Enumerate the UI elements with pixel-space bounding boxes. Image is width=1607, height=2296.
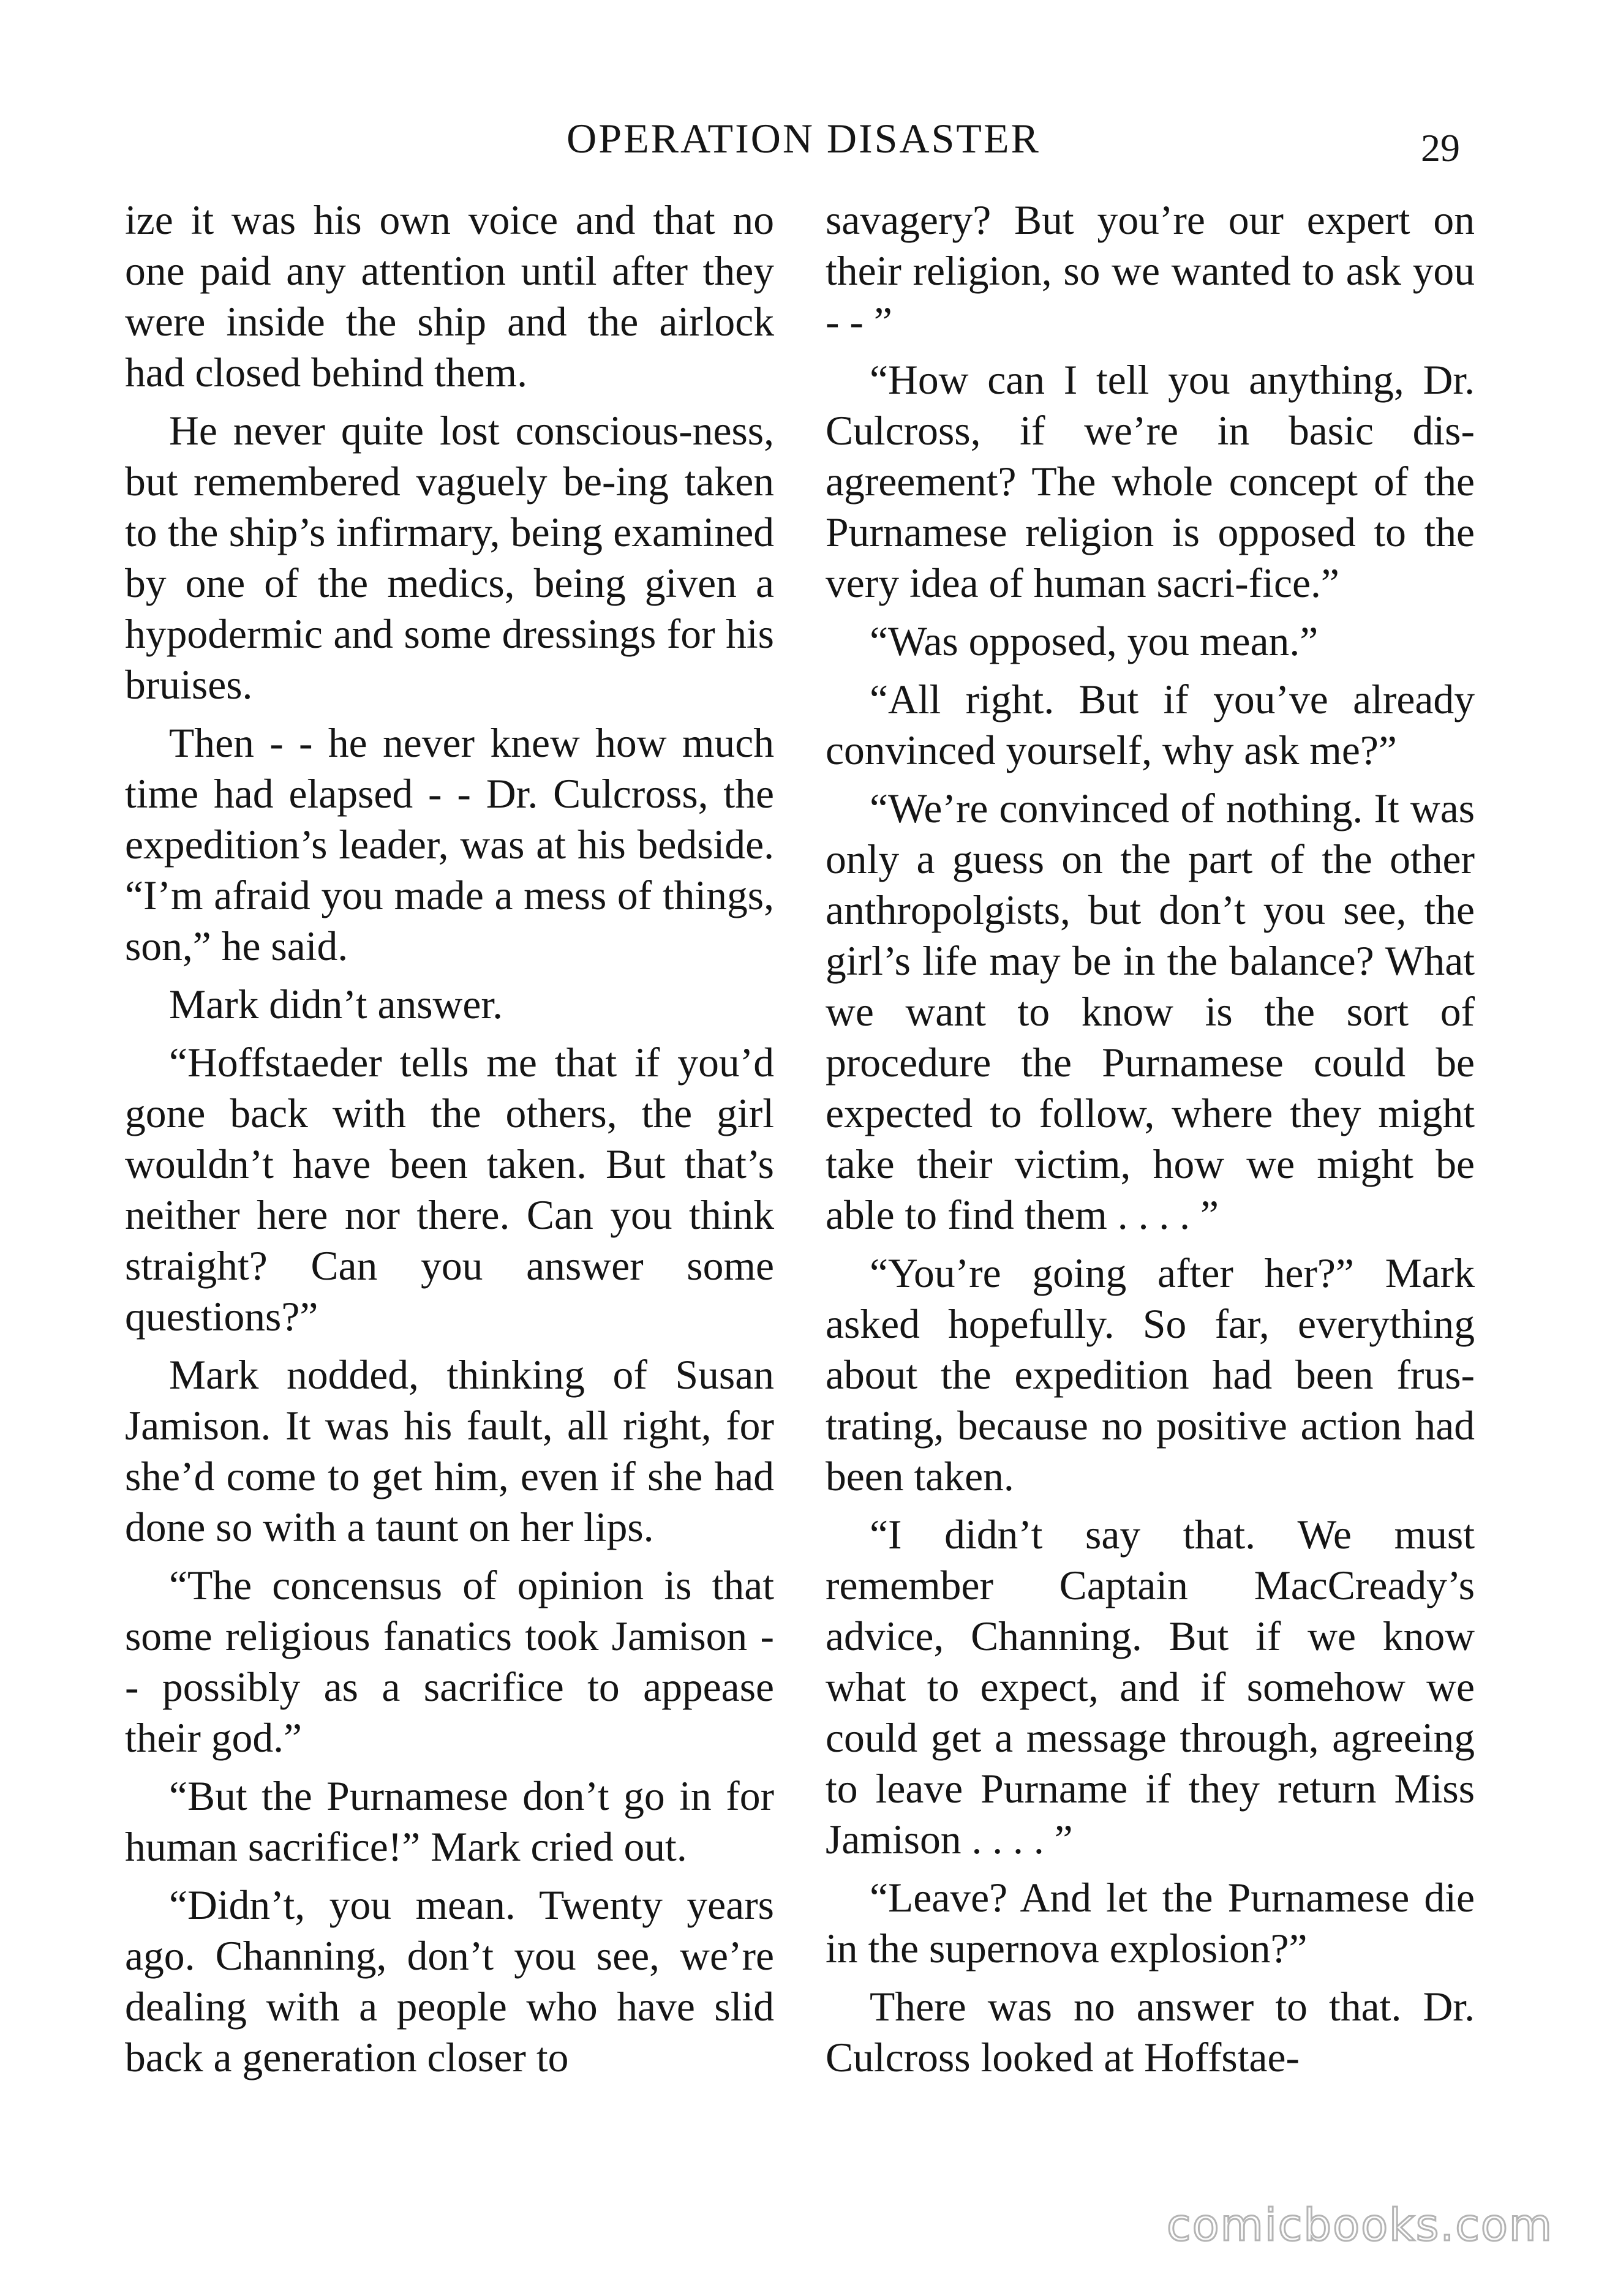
running-head-title: OPERATION DISASTER <box>566 115 1041 162</box>
right-column <box>826 195 1475 2090</box>
paragraph: “Leave? And let the Purnamese die in the supernova explosion?” <box>826 1875 1475 1971</box>
paragraph: “I didn’t say that. We must remember Captain MacCready’s advice, Channing. But if we know what to expect, and if somehow we could get a message through, agreeing to leave Purname if they return Miss Jamison . . . . ” <box>826 1512 1475 1863</box>
paragraph: “Hoffstaeder tells me that if you’d gone back with the others, the girl wouldn’t have been taken. But that’s neither here nor there. Can you think straight? Can you answer some questions?” <box>125 1040 774 1340</box>
watermark: comicbooks.com <box>1167 2199 1554 2251</box>
paragraph: “Didn’t, you mean. Twenty years ago. Channing, don’t you see, we’re dealing with a people who have slid back a generation closer to <box>125 1882 774 2080</box>
paragraph: He never quite lost conscious-ness, but remembered vaguely be-ing taken to the ship’s infirmary, being examined by one of the medics, being given a hypodermic and some dressings for his bruises. <box>125 408 774 708</box>
paragraph: Mark nodded, thinking of Susan Jamison. It was his fault, all right, for she’d come to get him, even if she had done so with a taunt on her lips. <box>125 1352 774 1550</box>
page-number: 29 <box>1421 126 1460 170</box>
paragraph: “Was opposed, you mean.” <box>870 618 1319 664</box>
paragraph: “You’re going after her?” Mark asked hopefully. So far, everything about the expedition had been frus-trating, because no positive action had been taken. <box>826 1250 1475 1499</box>
paragraph: “But the Purnamese don’t go in for human sacrifice!” Mark cried out. <box>125 1773 774 1870</box>
paragraph: “All right. But if you’ve already convinced yourself, why ask me?” <box>826 677 1475 773</box>
paragraph: “We’re convinced of nothing. It was only a guess on the part of the other anthropolgists, but don’t you see, the girl’s life may be in the balance? What we want to know is the sort of procedure the Purnamese could be expected to follow, where they might take their victim, how we might be able to find them . . . . ” <box>826 786 1475 1238</box>
paragraph: Then - - he never knew how much time had elapsed - - Dr. Culcross, the expedition’s leader, was at his bedside. “I’m afraid you made a mess of things, son,” he said. <box>125 720 774 969</box>
paragraph: “How can I tell you anything, Dr. Culcross, if we’re in basic dis-agreement? The whole concept of the Purnamese religion is opposed to the very idea of human sacri-fice.” <box>826 357 1475 606</box>
paragraph: There was no answer to that. Dr. Culcross looked at Hoffstae- <box>826 1984 1475 2080</box>
paragraph: “The concensus of opinion is that some religious fanatics took Jamison - - possibly as a sacrifice to appease their god.” <box>125 1563 774 1761</box>
left-column <box>125 195 774 2090</box>
paragraph: Mark didn’t answer. <box>169 981 503 1027</box>
paragraph: savagery? But you’re our expert on their religion, so we wanted to ask you - - ” <box>826 197 1475 345</box>
paragraph: ize it was his own voice and that no one paid any attention until after they were inside the ship and the airlock had closed behind them. <box>125 197 774 396</box>
